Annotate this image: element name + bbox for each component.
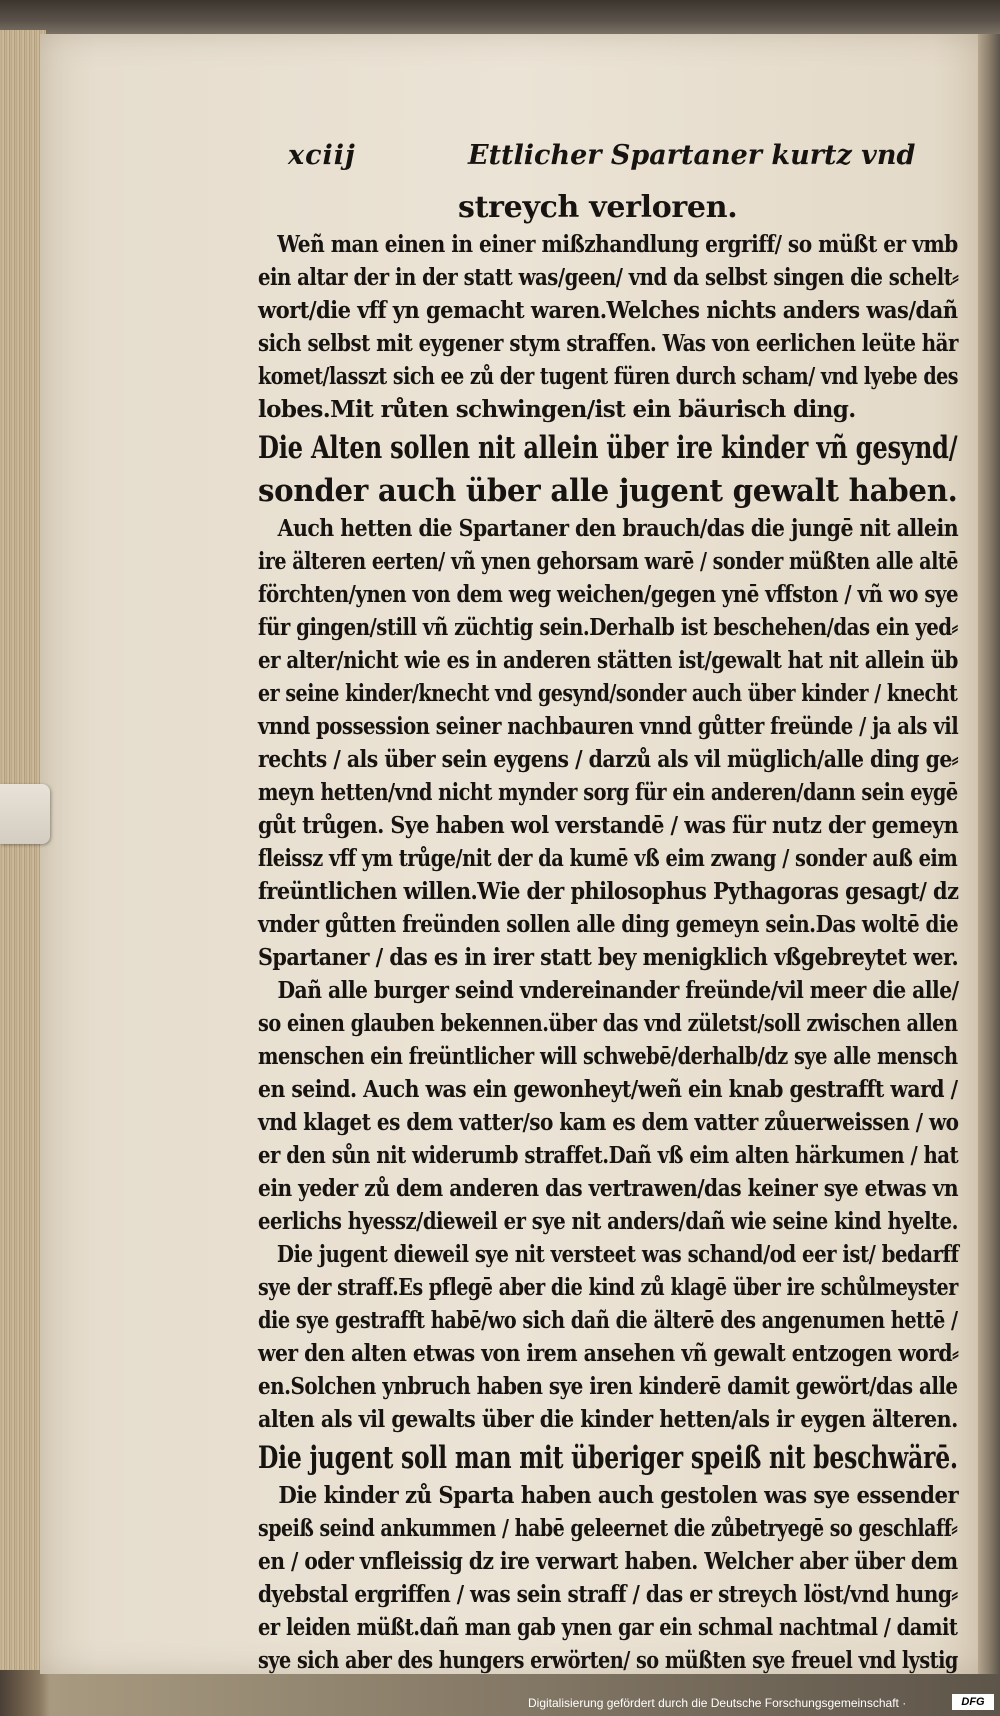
folio-number: xciij [288, 140, 356, 171]
text-line: lobes.Mit růten schwingen/ist ein bäurisch ding. [258, 396, 856, 423]
section-heading: Die jugent soll man mit überiger speiß nit beschwärē. [258, 1440, 958, 1476]
digitization-credit: Digitalisierung gefördert durch die Deutsche Forschungsgemeinschaft · [528, 1696, 907, 1710]
text-line: en.Solchen ynbruch haben sye iren kinderē damit gewört/das alle [258, 1373, 958, 1400]
text-line: er alter/nicht wie es in anderen stätten ist/gewalt hat nit allein üb [258, 647, 958, 674]
text-line: sich selbst mit eygener stym straffen. Was von eerlichen leüte här [258, 330, 958, 357]
section-heading: Die Alten sollen nit allein über ire kinder vñ gesynd/ [258, 430, 958, 466]
section-heading: streych verloren. [458, 190, 738, 225]
text-line: für gingen/still vñ züchtig sein.Derhalb ist beschehen/das ein yed⸗ [258, 614, 958, 641]
text-line: wort/die vff yn gemacht waren.Welches nichts anders was/dañ [258, 297, 958, 324]
paragraph [258, 228, 958, 426]
text-line: vnder gůtten freünden sollen alle ding gemeyn sein.Das woltē die [258, 911, 959, 938]
text-line: dyebstal ergriffen / was sein straff / das er streych löst/vnd hung⸗ [258, 1581, 958, 1608]
text-line: rechts / als über sein eygens / darzů als vil müglich/alle ding ge⸗ [258, 746, 959, 773]
text-line: komet/lasszt sich ee zů der tugent füren durch scham/ vnd lyebe des [258, 363, 959, 390]
paragraph [258, 1238, 958, 1436]
text-line: Auch hetten die Spartaner den brauch/das die jungē nit allein [277, 515, 959, 542]
text-line: gůt trůgen. Sye haben wol verstandē / was für nutz der gemeyn [258, 812, 959, 839]
text-line: wer den alten etwas von irem ansehen vñ gewalt entzogen word⸗ [258, 1340, 959, 1367]
text-line: er seine kinder/knecht vnd gesynd/sonder auch über kinder / knecht [258, 680, 958, 707]
text-line: er den sůn nit widerumb straffet.Dañ vß eim alten härkumen / hat [258, 1142, 959, 1169]
text-line: ein altar der in der statt was/geen/ vnd da selbst singen die schelt⸗ [258, 264, 959, 291]
page-header [258, 140, 958, 186]
text-line: die sye gestrafft habē/wo sich dañ die älterē des angenumen hettē / [258, 1307, 958, 1334]
text-line: eerlichs hyessz/dieweil er sye nit anders/dañ wie seine kind hyelte. [258, 1208, 958, 1235]
text-line: förchten/ynen von dem weg weichen/gegen ynē vffston / vñ wo sye [258, 581, 959, 608]
text-line: sye der straff.Es pflegē aber die kind zů klagē über ire schůlmeyster [258, 1274, 958, 1301]
book-binding-top [0, 0, 1000, 34]
running-head: Ettlicher Spartaner kurtz vnd [468, 140, 916, 171]
text-line: Dañ alle burger seind vndereinander freünde/vil meer die alle/ [277, 977, 959, 1004]
text-line: en seind. Auch was ein gewonheyt/weñ ein knab gestrafft ward / [258, 1076, 958, 1103]
text-line: ire älteren eerten/ vñ ynen gehorsam warē / sonder müßten alle altē [258, 548, 958, 575]
paragraph [258, 974, 958, 1238]
page-text [258, 140, 958, 1677]
page-right-shadow [978, 34, 1000, 1674]
text-line: freüntlichen willen.Wie der philosophus Pythagoras gesagt/ dz [258, 878, 959, 905]
text-line: sye sich aber des hungers erwörten/ so müßten sye freuel vnd lystig [258, 1647, 958, 1674]
text-line: Die kinder zů Sparta haben auch gestolen was sye essender [278, 1482, 959, 1509]
text-line: Spartaner / das es in irer statt bey menigklich vßgebreytet wer. [258, 944, 959, 971]
text-line: vnnd possession seiner nachbauren vnnd gůtter freünde / ja als vil [258, 713, 959, 740]
text-line: Die jugent dieweil sye nit versteet was schand/od eer ist/ bedarff [276, 1241, 959, 1268]
text-line: en / oder vnfleissig dz ire verwart haben. Welcher aber über dem [258, 1548, 958, 1575]
text-line: Weñ man einen in einer mißzhandlung ergriff/ so müßt er vmb [277, 231, 958, 258]
text-line: alten als vil gewalts über die kinder hetten/als ir eygen älteren. [258, 1406, 958, 1433]
section-heading: sonder auch über alle jugent gewalt haben. [258, 473, 958, 509]
text-line: vnd klaget es dem vatter/so kam es dem vatter zůuerweissen / wo [258, 1109, 959, 1136]
paragraph [258, 1479, 958, 1677]
text-line: menschen ein freüntlicher will schwebē/derhalb/dz sye alle mensch [258, 1043, 958, 1070]
text-line: fleissz vff ym trůge/nit der da kumē vß eim zwang / sonder auß eim [258, 845, 958, 872]
paragraph [258, 512, 958, 974]
text-line: ein yeder zů dem anderen das vertrawen/das keiner sye etwas vn [258, 1175, 958, 1202]
text-line: so einen glauben bekennen.über das vnd zületst/soll zwischen allen [258, 1010, 958, 1037]
text-line: speiß seind ankummen / habē geleernet die zůbetryegē so geschlaff⸗ [258, 1515, 958, 1542]
text-line: meyn hetten/vnd nicht mynder sorg für ein anderen/dann sein eygē [258, 779, 958, 806]
clip-tab [0, 784, 50, 844]
dfg-logo: DFG [952, 1694, 994, 1710]
text-line: er leiden müßt.dañ man gab ynen gar ein schmal nachtmal / damit [258, 1614, 958, 1641]
